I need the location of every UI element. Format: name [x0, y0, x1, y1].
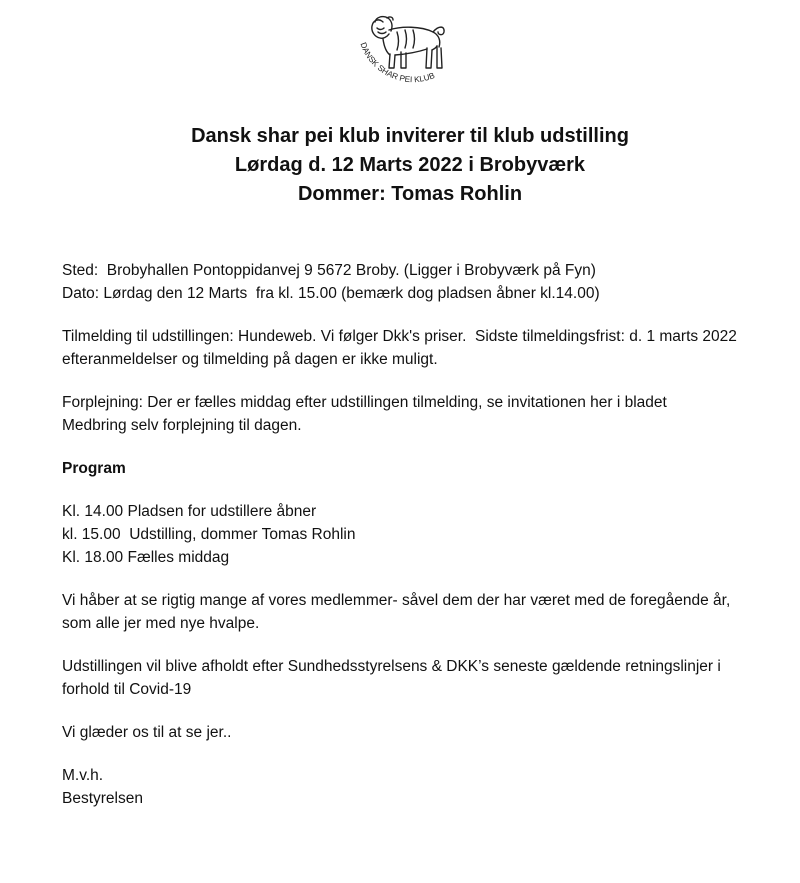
- date-line: Dato: Lørdag den 12 Marts fra kl. 15.00 (bemærk dog pladsen åbner kl.14.00): [62, 285, 600, 302]
- shar-pei-dog-icon: [353, 8, 471, 88]
- heading-line-2: Lørdag d. 12 Marts 2022 i Brobyværk: [234, 154, 586, 176]
- hope-line-2: som alle jer med nye hvalpe.: [62, 615, 260, 632]
- heading-line-3: Dommer: Tomas Rohlin: [297, 183, 523, 205]
- program-item: Kl. 14.00 Pladsen for udstillere åbner: [62, 503, 317, 520]
- closing-line: Vi glæder os til at se jer..: [62, 724, 232, 741]
- invitation-heading: [0, 122, 800, 209]
- location-line: Sted: Brobyhallen Pontoppidanvej 9 5672 Broby. (Ligger i Brobyværk på Fyn): [62, 262, 596, 279]
- signature-line: Bestyrelsen: [62, 790, 143, 807]
- catering-line-2: Medbring selv forplejning til dagen.: [62, 417, 302, 434]
- registration-line-2: efteranmeldelser og tilmelding på dagen er ikke muligt.: [62, 351, 438, 368]
- heading-line-1: Dansk shar pei klub inviterer til klub udstilling: [191, 125, 629, 147]
- registration-line-1: Tilmelding til udstillingen: Hundeweb. Vi følger Dkk's priser. Sidste tilmeldingsfrist: d. 1 marts 2022: [62, 328, 737, 345]
- invitation-body: [62, 259, 782, 810]
- covid-line-2: forhold til Covid-19: [62, 681, 192, 698]
- program-item: Kl. 18.00 Fælles middag: [62, 549, 230, 566]
- catering-line-1: Forplejning: Der er fælles middag efter udstillingen tilmelding, se invitationen her i bladet: [62, 394, 667, 411]
- covid-line-1: Udstillingen vil blive afholdt efter Sundhedsstyrelsens & DKK’s seneste gældende retningslinjer i: [62, 658, 721, 675]
- program-title: Program: [62, 460, 126, 477]
- hope-line-1: Vi håber at se rigtig mange af vores medlemmer- såvel dem der har været med de foregående år,: [62, 592, 731, 609]
- regards-line: M.v.h.: [62, 767, 104, 784]
- program-item: kl. 15.00 Udstilling, dommer Tomas Rohlin: [62, 526, 356, 543]
- club-logo: [353, 8, 471, 88]
- logo-ring-label: DANSK SHAR PEI KLUB: [358, 41, 436, 85]
